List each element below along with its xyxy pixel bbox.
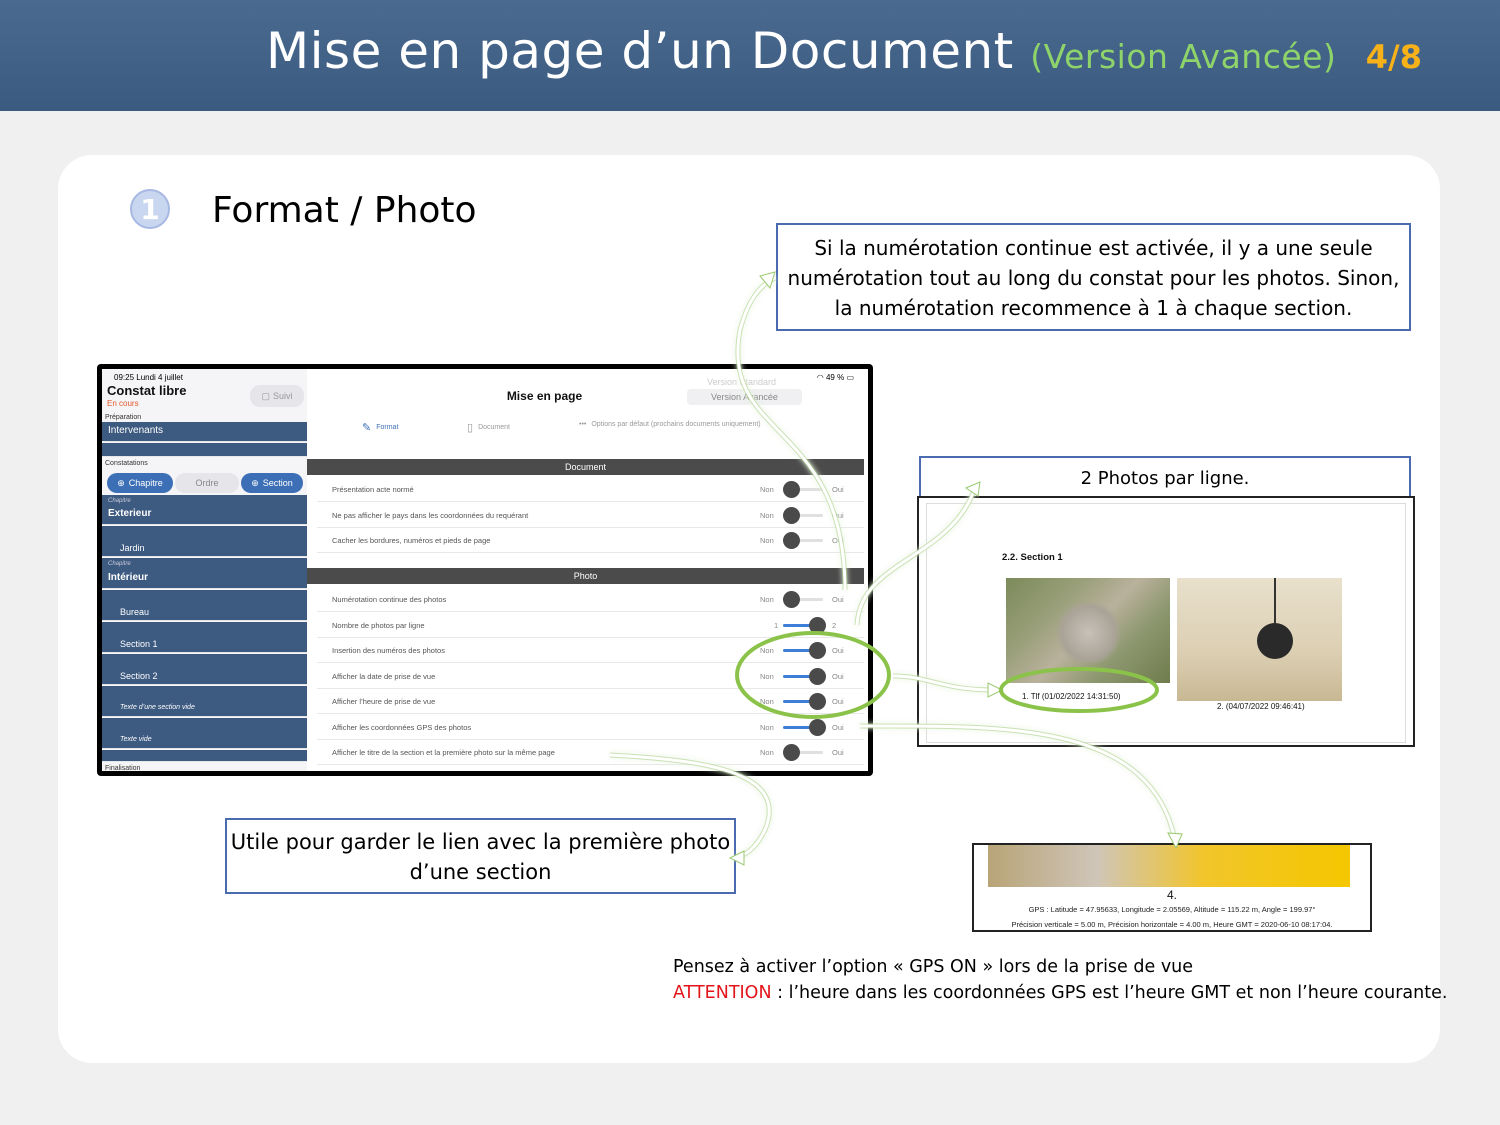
toggle-off-label: Non (760, 485, 774, 494)
pot (1257, 623, 1293, 659)
toggle-on-label: Oui (832, 485, 844, 494)
page-subtitle: (Version Avancée) (1030, 37, 1337, 76)
plus-circle-icon: ⊕ (251, 477, 259, 488)
sidebar-item-label: Section 2 (120, 671, 158, 681)
chapter-tag: Chapitre (108, 498, 131, 504)
chapter-label: Intérieur (108, 572, 149, 583)
toggle-knob[interactable] (783, 481, 800, 498)
gps-note-line2 (673, 980, 1447, 1006)
stepper-min: 1 (774, 620, 779, 630)
setting-row[interactable] (317, 477, 864, 502)
gps-line-2: Précision verticale = 5.00 m, Précision horizontale = 4.00 m, Heure GMT = 2020-06-10 08:17:04. (1011, 920, 1333, 929)
stepper-max: 2 (832, 620, 837, 630)
tab-format[interactable] (362, 421, 398, 434)
setting-label: Afficher la date de prise de vue (332, 671, 436, 681)
toggle-off-label: Non (760, 697, 774, 706)
sidebar-status: En cours (107, 399, 139, 408)
setting-row[interactable] (317, 613, 864, 638)
toggle-knob[interactable] (809, 668, 826, 685)
setting-label: Présentation acte normé (332, 485, 414, 494)
section-preparation: Préparation (105, 414, 142, 421)
sidebar-item-bureau[interactable] (102, 590, 307, 621)
photo-doc-sample (917, 496, 1415, 747)
gps-photo-number: 4. (1166, 888, 1177, 902)
setting-row[interactable] (317, 715, 864, 740)
toggle-knob[interactable] (809, 719, 826, 736)
status-time: 09:25 Lundi 4 juillet (114, 373, 183, 382)
page-title-main: Mise en page d’un Document (266, 22, 1014, 80)
photo-doc-section-title: 2.2. Section 1 (1002, 552, 1063, 563)
photo-caption-2: 2. (04/07/2022 09:46:41) (1217, 702, 1305, 711)
pot-photo (1177, 578, 1342, 701)
chapter-label: Exterieur (108, 508, 152, 519)
photo-caption-1: 1. Tlf (01/02/2022 14:31:50) (1022, 692, 1121, 701)
toggle-off-label: Non (760, 595, 774, 604)
sidebar-chapter-interieur[interactable] (102, 558, 307, 589)
setting-row[interactable] (317, 503, 864, 528)
content-pane (307, 369, 868, 771)
toggle-knob[interactable] (783, 507, 800, 524)
version-standard-option[interactable]: Version Standard (707, 377, 777, 387)
add-chapitre-label: Chapitre (128, 478, 163, 488)
band-document: Document (307, 459, 864, 475)
toggle-off-label: Non (760, 671, 774, 681)
wifi-icon: ◠ (816, 373, 826, 382)
page-indicator: 4/8 (1365, 38, 1422, 76)
toggle-knob[interactable] (783, 744, 800, 761)
toggle-knob[interactable] (783, 591, 800, 608)
setting-row[interactable] (317, 664, 864, 689)
sidebar-item-section1[interactable] (102, 622, 307, 653)
toggle-on-label: Oui (832, 510, 844, 520)
toggle-on-label: Oui (832, 671, 844, 681)
setting-row[interactable] (317, 587, 864, 612)
setting-label: Afficher les coordonnées GPS des photos (332, 722, 472, 732)
toggle-knob[interactable] (783, 532, 800, 549)
gps-sample (972, 843, 1372, 932)
ordre-button[interactable] (175, 473, 239, 493)
gps-line-1: GPS : Latitude = 47.95633, Longitude = 2.05569, Altitude = 115.22 m, Angle = 199.97° (1028, 905, 1316, 914)
ipad-screen (102, 369, 868, 771)
pot-cord (1274, 578, 1276, 623)
ordre-label: Ordre (195, 478, 219, 488)
toggle-off-label: Non (760, 646, 774, 655)
sidebar-title: Constat libre (107, 383, 187, 398)
sidebar-spacer (102, 750, 307, 762)
sidebar-item-label: Texte vide (120, 736, 152, 743)
sidebar-item-texte-section[interactable] (102, 686, 307, 717)
sidebar (102, 369, 307, 771)
sidebar-item-label: Bureau (120, 607, 150, 617)
gps-note (673, 954, 1447, 1006)
setting-row[interactable] (317, 528, 864, 553)
tab-options-label: Options par défaut (prochains documents uniquement) (591, 421, 761, 428)
sidebar-item-label: Texte d’une section vide (120, 704, 195, 711)
sidebar-item-section2[interactable] (102, 654, 307, 685)
document-icon: ▯ (467, 422, 474, 434)
callout-photos-per-line: 2 Photos par ligne. (919, 456, 1411, 498)
setting-label: Insertion des numéros des photos (332, 646, 445, 655)
add-section-button[interactable] (241, 473, 303, 493)
toggle-knob[interactable] (809, 693, 826, 710)
sidebar-item-label: Section 1 (120, 639, 158, 649)
step-title: Format / Photo (212, 190, 477, 231)
content-title: Mise en page (506, 389, 583, 403)
header-banner (0, 0, 1500, 111)
photo-doc-page (926, 503, 1406, 743)
setting-label: Cacher les bordures, numéros et pieds de page (332, 536, 491, 545)
add-section-label: Section (262, 478, 293, 488)
map-photo (1006, 578, 1170, 683)
setting-label: Afficher le titre de la section et la première photo sur la même page (332, 748, 555, 757)
toggle-on-label: Oui (832, 697, 844, 706)
map-town (1056, 603, 1121, 663)
setting-label: Nombre de photos par ligne (332, 620, 425, 630)
sidebar-spacer (102, 443, 307, 457)
section-finalisation: Finalisation (105, 765, 141, 771)
setting-label: Numérotation continue des photos (332, 595, 447, 604)
more-icon: ••• (579, 421, 587, 428)
setting-label: Afficher l’heure de prise de vue (332, 697, 436, 706)
toggle-off-label: Non (760, 510, 774, 520)
setting-row[interactable] (317, 740, 864, 765)
band-photo: Photo (307, 568, 864, 584)
toggle-on-label: Oui (832, 536, 844, 545)
status-battery (817, 373, 854, 382)
callout-numbering: Si la numérotation continue est activée, il y a une seule numérotation tout au long du constat pour les photos. Sinon, la numérotation recommence à 1 à chaque section. (776, 223, 1411, 331)
sidebar-item-intervenants[interactable] (102, 422, 307, 442)
warning-label: ATTENTION (673, 983, 772, 1003)
gps-note-line1: Pensez à activer l’option « GPS ON » lors de la prise de vue (673, 957, 1194, 977)
step-number-badge: 1 (130, 189, 170, 229)
tab-bar (307, 421, 868, 435)
tab-document-label: Document (478, 424, 510, 431)
add-chapitre-button[interactable] (107, 473, 173, 493)
toggle-knob[interactable] (809, 617, 826, 634)
sidebar-item-texte-vide[interactable] (102, 718, 307, 749)
ipad-screenshot (97, 364, 873, 776)
toggle-on-label: Oui (832, 646, 844, 655)
suivi-label: Suivi (273, 391, 293, 401)
battery-label: 49 % (825, 373, 845, 382)
battery-icon: ▭ (846, 373, 854, 382)
setting-row[interactable] (317, 689, 864, 714)
sidebar-item-label: Jardin (120, 543, 145, 553)
callout-first-photo: Utile pour garder le lien avec la première photo d’une section (225, 818, 736, 894)
clipboard-icon: ▢ (261, 390, 270, 401)
toggle-knob[interactable] (809, 642, 826, 659)
setting-label: Ne pas afficher le pays dans les coordonnées du requérant (332, 510, 529, 520)
suivi-button[interactable] (250, 385, 304, 407)
section-constatations: Constatations (105, 460, 148, 467)
tab-options[interactable] (579, 421, 761, 428)
version-avancee-option[interactable]: Version Avancée (687, 389, 802, 405)
plus-circle-icon: ⊕ (117, 477, 125, 488)
tab-document[interactable] (467, 421, 510, 434)
warning-text: : l’heure dans les coordonnées GPS est l’heure GMT et non l’heure courante. (771, 983, 1448, 1003)
setting-row[interactable] (317, 638, 864, 663)
sidebar-item-jardin[interactable] (102, 526, 307, 557)
toggle-off-label: Non (760, 722, 774, 732)
toggle-on-label: Oui (832, 595, 844, 604)
toggle-off-label: Non (760, 748, 774, 757)
sidebar-item-label: Intervenants (108, 425, 164, 436)
brush-icon: ✎ (362, 422, 372, 434)
chapter-tag: Chapitre (108, 561, 131, 567)
gps-photo (988, 845, 1350, 887)
toggle-off-label: Non (760, 536, 774, 545)
page-title (266, 22, 1336, 80)
tab-format-label: Format (376, 424, 399, 431)
toggle-on-label: Oui (832, 722, 844, 732)
toggle-on-label: Oui (832, 748, 844, 757)
sidebar-chapter-exterieur[interactable] (102, 495, 307, 525)
